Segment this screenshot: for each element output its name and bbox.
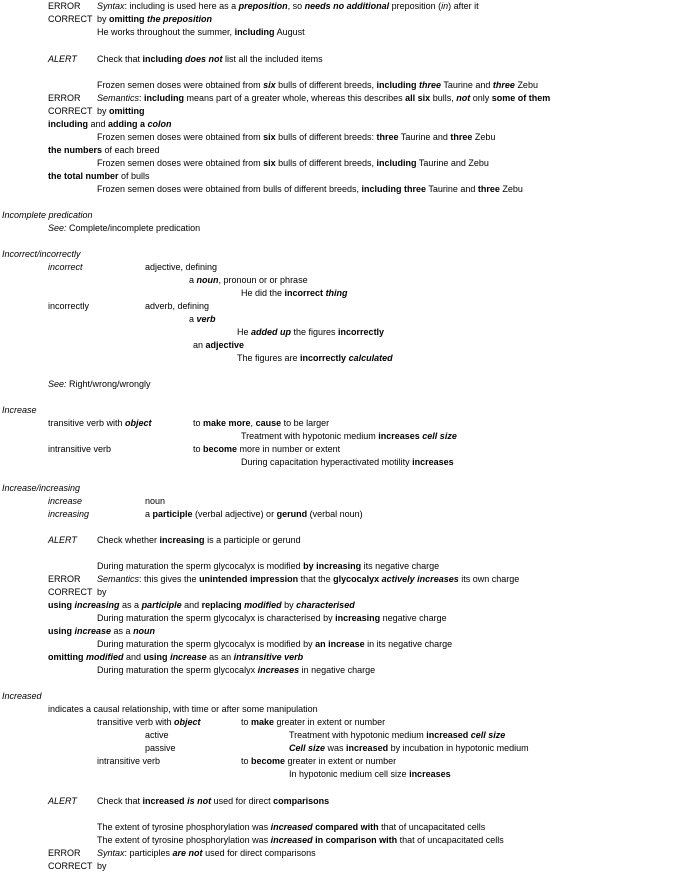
text-segment: increasing (48, 509, 90, 519)
text-segment: ALERT (48, 796, 77, 806)
text-segment: by (97, 861, 107, 871)
text-segment: does not (185, 54, 223, 64)
section-heading (2, 483, 80, 494)
text-segment: incorrect (284, 288, 324, 298)
text-line (145, 730, 169, 741)
text-segment: bulls of different breeds: (275, 132, 377, 142)
text-segment: list all the included items (222, 54, 323, 64)
text-line (289, 730, 505, 741)
text-line (48, 106, 93, 117)
text-segment: to (241, 717, 252, 727)
text-line (48, 119, 172, 130)
text-line (48, 574, 81, 585)
text-segment: Zebu (514, 80, 538, 90)
text-line (189, 275, 308, 286)
text-segment: to (193, 444, 204, 454)
text-segment: by increasing (303, 561, 362, 571)
text-line (97, 861, 107, 872)
text-segment: was (325, 743, 347, 753)
text-line (48, 861, 93, 872)
text-line (48, 54, 77, 65)
text-segment: increased (270, 835, 313, 845)
text-segment: three (450, 132, 473, 142)
text-segment: During capacitation hyperactivated motility (241, 457, 413, 467)
text-segment: are not (172, 848, 203, 858)
text-segment: as a (119, 600, 142, 610)
text-segment: Frozen semen doses were obtained from (97, 132, 264, 142)
text-segment: increased (426, 730, 469, 740)
text-segment: object (125, 418, 152, 428)
text-segment: modified (86, 652, 124, 662)
text-segment: object (174, 717, 201, 727)
text-segment: increased (270, 822, 313, 832)
text-segment: ALERT (48, 54, 77, 64)
text-segment: adding a (108, 119, 148, 129)
text-segment: in its negative charge (364, 639, 453, 649)
text-line (97, 80, 538, 91)
text-segment: that of uncapacitated cells (378, 822, 486, 832)
text-segment: : this gives the (139, 574, 200, 584)
text-segment: needs no additional (304, 1, 390, 11)
text-segment: replacing (201, 600, 242, 610)
text-segment: Right/wrong/wrongly (66, 379, 151, 389)
text-segment: During maturation the sperm glycocalyx is modified (97, 561, 304, 571)
text-line (48, 1, 81, 12)
text-segment: including (142, 54, 183, 64)
section-heading (2, 210, 93, 221)
text-line (289, 743, 529, 754)
text-segment: ALERT (48, 535, 77, 545)
text-line (48, 444, 111, 455)
text-segment: to be larger (281, 418, 330, 428)
text-segment: During maturation the sperm glycocalyx is characterised by (97, 613, 336, 623)
text-segment: Syntax (97, 848, 125, 858)
text-segment: ERROR (48, 1, 81, 11)
text-segment: modified (244, 600, 282, 610)
text-segment: and (88, 119, 109, 129)
text-segment: an increase (315, 639, 365, 649)
text-segment: in negative charge (299, 665, 376, 675)
text-segment: increasing (159, 535, 205, 545)
text-segment: Frozen semen doses were obtained from (97, 80, 264, 90)
text-segment: to (193, 418, 204, 428)
text-line (48, 262, 83, 273)
text-segment: characterised (296, 600, 355, 610)
text-segment: including (376, 80, 417, 90)
text-segment: the preposition (147, 14, 213, 24)
text-line (48, 626, 155, 637)
text-line (97, 665, 375, 676)
text-segment: increase (170, 652, 207, 662)
text-segment: noun (133, 626, 156, 636)
text-segment: make (251, 717, 275, 727)
text-segment: Taurine and (426, 184, 478, 194)
text-segment: increased (346, 743, 389, 753)
text-segment: an (193, 340, 206, 350)
text-line (145, 496, 165, 507)
text-segment: comparisons (273, 796, 330, 806)
text-segment: a (189, 314, 197, 324)
text-segment: : participles (124, 848, 173, 858)
text-line (97, 587, 107, 598)
text-segment: preposition (238, 1, 288, 11)
text-line (97, 848, 316, 859)
text-line (48, 652, 303, 663)
text-line (97, 822, 485, 833)
text-segment: unintended impression (199, 574, 299, 584)
text-line (193, 418, 329, 429)
text-line (48, 587, 93, 598)
text-segment: including (144, 93, 185, 103)
text-segment: Treatment with hypotonic medium (289, 730, 427, 740)
text-line (97, 639, 452, 650)
text-line (48, 14, 93, 25)
text-line (48, 301, 89, 312)
text-segment: three (404, 184, 427, 194)
text-line (193, 340, 244, 351)
text-segment: increase (74, 626, 112, 636)
text-segment: negative charge (380, 613, 447, 623)
text-line (97, 1, 479, 12)
text-segment: six (263, 158, 276, 168)
text-segment: as an (206, 652, 234, 662)
text-segment: glycocalyx (333, 574, 380, 584)
text-segment: Taurine and Zebu (416, 158, 489, 168)
text-line (97, 717, 201, 728)
text-segment: in comparison with (315, 835, 398, 845)
text-segment: Frozen semen doses were obtained from bulls of different breeds, (97, 184, 362, 194)
text-line (237, 327, 384, 338)
text-segment: Syntax (97, 1, 125, 11)
text-segment: using (48, 600, 72, 610)
text-segment: used for direct comparisons (202, 848, 316, 858)
text-segment: ERROR (48, 93, 81, 103)
text-line (97, 835, 504, 846)
text-line (289, 769, 451, 780)
text-line (48, 223, 200, 234)
text-segment: adjective (205, 340, 245, 350)
text-segment: The extent of tyrosine phosphorylation was (97, 822, 271, 832)
text-segment: Complete/incomplete predication (66, 223, 201, 233)
text-segment: He works throughout the summer, (97, 27, 235, 37)
text-segment: six (263, 80, 276, 90)
text-line (97, 106, 145, 117)
text-segment: three (492, 80, 515, 90)
text-segment: See: (48, 379, 67, 389)
text-segment: means part of a greater whole, whereas this describes (184, 93, 406, 103)
text-line (241, 431, 457, 442)
text-segment: by (281, 600, 297, 610)
text-line (48, 418, 152, 429)
text-line (97, 184, 523, 195)
section-heading (2, 249, 81, 260)
text-segment: noun (145, 496, 166, 506)
text-segment: Increased (2, 691, 42, 701)
text-segment: Taurine and (398, 132, 451, 142)
text-segment: adjective, defining (145, 262, 218, 272)
text-segment: colon (147, 119, 172, 129)
text-segment: CORRECT (48, 106, 93, 116)
text-segment: its own charge (458, 574, 520, 584)
text-segment: become (203, 444, 238, 454)
text-segment: Semantics (97, 93, 140, 103)
text-line (97, 535, 301, 546)
text-segment: incorrectly (48, 301, 90, 311)
text-segment: all six (405, 93, 431, 103)
text-segment: is a participle or gerund (204, 535, 301, 545)
text-segment: Taurine and (441, 80, 493, 90)
text-segment: In hypotonic medium cell size (289, 769, 410, 779)
text-segment: Semantics (97, 574, 140, 584)
text-segment: bulls of different breeds, (275, 158, 377, 168)
text-line (145, 262, 217, 273)
text-segment: three (477, 184, 500, 194)
text-segment: transitive verb with (97, 717, 175, 727)
text-segment: He (237, 327, 252, 337)
text-line (189, 314, 216, 325)
text-line (48, 509, 89, 520)
text-segment: to (241, 756, 252, 766)
text-segment: Check that (97, 54, 143, 64)
text-segment: the numbers (48, 145, 103, 155)
text-segment: ERROR (48, 574, 81, 584)
text-segment: in (441, 1, 449, 11)
text-segment: by (97, 14, 110, 24)
text-line (97, 132, 495, 143)
text-segment: greater in extent or number (285, 756, 397, 766)
text-segment: a (189, 275, 197, 285)
text-segment: passive (145, 743, 176, 753)
text-segment: incorrect (48, 262, 83, 272)
text-segment: preposition ( (389, 1, 442, 11)
text-segment: increases (412, 457, 454, 467)
text-line (241, 717, 385, 728)
text-segment: Increase/increasing (2, 483, 81, 493)
text-segment: omitting (48, 652, 84, 662)
text-segment: incorrectly (338, 327, 385, 337)
text-segment: noun (196, 275, 219, 285)
text-segment: Check that (97, 796, 143, 806)
text-line (48, 704, 318, 715)
text-segment: more in number or extent (237, 444, 341, 454)
text-segment: Zebu (499, 184, 523, 194)
text-segment: and (181, 600, 202, 610)
text-segment: compared with (315, 822, 379, 832)
text-segment: actively increases (381, 574, 459, 584)
text-segment: three (419, 80, 442, 90)
text-segment: not (456, 93, 471, 103)
section-heading (2, 691, 42, 702)
text-segment: using (143, 652, 168, 662)
text-segment: make more (203, 418, 251, 428)
text-segment: increases (378, 431, 420, 441)
text-segment: Cell size (289, 743, 326, 753)
text-segment: adverb, defining (145, 301, 210, 311)
text-segment: greater in extent or number (274, 717, 386, 727)
text-segment: intransitive verb (97, 756, 161, 766)
text-line (97, 574, 519, 585)
text-segment: During maturation the sperm glycocalyx (97, 665, 258, 675)
text-segment: including (234, 27, 275, 37)
text-segment: some of them (491, 93, 551, 103)
text-line (48, 535, 77, 546)
text-segment: Incomplete predication (2, 210, 93, 220)
text-line (48, 848, 81, 859)
text-segment: by (97, 106, 110, 116)
text-segment: Treatment with hypotonic medium (241, 431, 379, 441)
text-segment: that of uncapacitated cells (397, 835, 504, 845)
text-line (48, 379, 151, 390)
text-segment: : (139, 93, 145, 103)
text-line (97, 796, 329, 807)
text-segment: the total number (48, 171, 119, 181)
text-segment: omitting (109, 14, 145, 24)
text-line (48, 93, 81, 104)
text-segment: as a (111, 626, 134, 636)
text-segment: Frozen semen doses were obtained from (97, 158, 264, 168)
text-segment: the figures (291, 327, 339, 337)
text-segment: During maturation the sperm glycocalyx is modified by (97, 639, 316, 649)
text-line (97, 561, 439, 572)
text-segment: three (376, 132, 399, 142)
text-line (237, 353, 393, 364)
text-segment: , pronoun or or phrase (218, 275, 308, 285)
text-line (48, 145, 160, 156)
text-segment: (verbal adjective) or (192, 509, 277, 519)
text-line (241, 756, 396, 767)
text-segment: Incorrect/incorrectly (2, 249, 81, 259)
text-segment: Check whether (97, 535, 160, 545)
text-segment: become (251, 756, 286, 766)
text-segment: incorrectly (300, 353, 347, 363)
text-segment: thing (325, 288, 348, 298)
text-line (97, 14, 212, 25)
text-line (97, 756, 160, 767)
text-segment: active (145, 730, 169, 740)
text-segment: only (470, 93, 492, 103)
text-segment: : including is used here as a (124, 1, 239, 11)
text-line (97, 158, 489, 169)
text-segment: used for direct (211, 796, 274, 806)
text-segment: ) after it (448, 1, 479, 11)
text-segment: participle (152, 509, 193, 519)
text-segment: is not (187, 796, 212, 806)
text-segment: indicates a causal relationship, with time or after some manipulation (48, 704, 318, 714)
text-segment: bulls, (430, 93, 457, 103)
text-segment: participle (141, 600, 182, 610)
text-segment: calculated (348, 353, 393, 363)
text-line (97, 54, 323, 65)
text-segment: The figures are (237, 353, 301, 363)
text-segment: including (361, 184, 402, 194)
text-segment: by (97, 587, 107, 597)
text-line (48, 600, 355, 611)
text-segment: Increase (2, 405, 37, 415)
text-line (193, 444, 340, 455)
text-segment: cell size (422, 431, 457, 441)
text-segment: , (250, 418, 256, 428)
text-line (97, 27, 305, 38)
text-segment: that the (298, 574, 334, 584)
section-heading (2, 405, 37, 416)
text-line (48, 796, 77, 807)
text-line (97, 613, 447, 624)
text-segment: added up (251, 327, 292, 337)
text-segment: six (263, 132, 276, 142)
text-segment: increasing (335, 613, 381, 623)
text-segment: intransitive verb (48, 444, 112, 454)
text-line (48, 496, 82, 507)
text-segment: of each breed (102, 145, 160, 155)
text-segment: cell size (470, 730, 506, 740)
text-segment: increases (257, 665, 300, 675)
text-segment: increasing (74, 600, 120, 610)
text-segment: and (123, 652, 144, 662)
text-segment: CORRECT (48, 861, 93, 871)
text-segment: its negative charge (361, 561, 440, 571)
text-segment: The extent of tyrosine phosphorylation was (97, 835, 271, 845)
text-segment: including (376, 158, 417, 168)
text-segment: including (48, 119, 88, 129)
text-segment: cause (255, 418, 282, 428)
text-segment: (verbal noun) (307, 509, 363, 519)
text-segment: using (48, 626, 72, 636)
text-segment: increases (409, 769, 451, 779)
text-segment: bulls of different breeds, (275, 80, 377, 90)
text-segment: ERROR (48, 848, 81, 858)
text-segment: CORRECT (48, 14, 93, 24)
text-segment: August (274, 27, 305, 37)
text-segment: Zebu (472, 132, 496, 142)
text-segment: He did the (241, 288, 285, 298)
text-segment: intransitive verb (233, 652, 304, 662)
text-segment: increase (48, 496, 83, 506)
text-line (241, 288, 348, 299)
text-segment: by incubation in hypotonic medium (388, 743, 529, 753)
text-line (145, 301, 209, 312)
text-segment: increased (142, 796, 185, 806)
text-segment: , so (287, 1, 305, 11)
text-segment: verb (196, 314, 216, 324)
text-segment: a (145, 509, 153, 519)
text-segment: omitting (109, 106, 145, 116)
text-line (145, 509, 363, 520)
text-line (97, 93, 550, 104)
text-segment: transitive verb with (48, 418, 126, 428)
text-segment: CORRECT (48, 587, 93, 597)
text-line (145, 743, 176, 754)
text-line (48, 171, 150, 182)
text-segment: of bulls (118, 171, 150, 181)
text-segment: gerund (276, 509, 308, 519)
text-line (241, 457, 454, 468)
text-segment: See: (48, 223, 67, 233)
